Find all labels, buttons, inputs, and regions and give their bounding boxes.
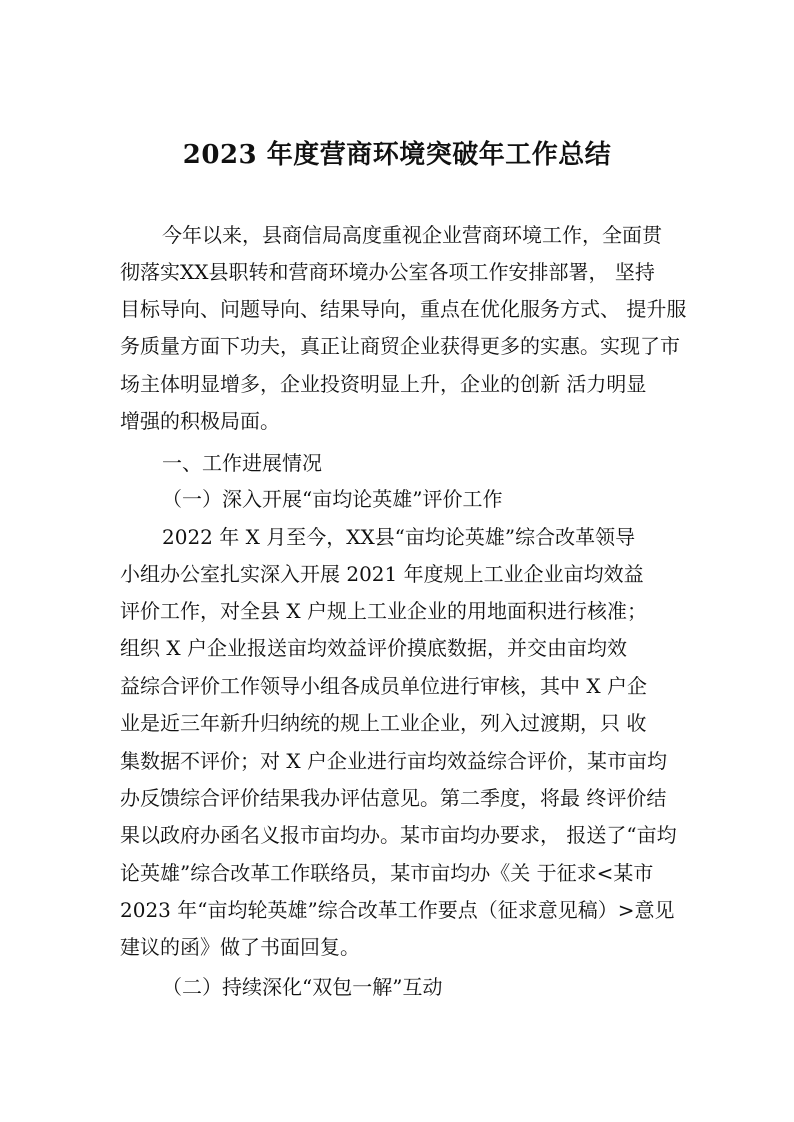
paragraph-line-6: 增强的积极局面。 xyxy=(120,409,280,433)
paragraph-line-17: 2023 年“亩均轮英雄”综合改革工作要点（征求意见稿）>意见 xyxy=(120,898,675,922)
paragraph-line-11: 益综合评价工作领导小组各成员单位进行审核，其中 X 户企 xyxy=(120,674,647,698)
document-title: 2023 年度营商环境突破年工作总结 xyxy=(182,140,612,170)
paragraph-line-7: 2022 年 X 月至今，XX县“亩均论英雄”综合改革领导 xyxy=(162,525,636,549)
paragraph-line-13: 集数据不评价；对 X 户企业进行亩均效益综合评价，某市亩均 xyxy=(120,749,667,773)
paragraph-line-15: 果以政府办函名义报市亩均办。某市亩均办要求， 报送了“亩均 xyxy=(120,823,677,847)
paragraph-line-16: 论英雄”综合改革工作联络员，某市亩均办《关 于征求<某市 xyxy=(120,861,654,885)
subsection-heading-2: （二）持续深化“双包一解”互动 xyxy=(162,975,443,999)
paragraph-line-1: 今年以来，县商信局高度重视企业营商环境工作，全面贯 xyxy=(162,223,662,247)
paragraph-line-12: 业是近三年新升归纳统的规上工业企业，列入过渡期，只 收 xyxy=(120,711,647,735)
paragraph-line-18: 建议的函》做了书面回复。 xyxy=(120,935,360,959)
paragraph-line-4: 务质量方面下功夫，真正让商贸企业获得更多的实惠。实现了市 xyxy=(120,334,680,358)
paragraph-line-3: 目标导向、问题导向、结果导向，重点在优化服务方式、 提升服 xyxy=(120,297,687,321)
paragraph-line-14: 办反馈综合评价结果我办评估意见。第二季度，将最 终评价结 xyxy=(120,786,667,810)
paragraph-line-10: 组织 X 户企业报送亩均效益评价摸底数据，并交由亩均效 xyxy=(120,636,627,660)
paragraph-line-8: 小组办公室扎实深入开展 2021 年度规上工业企业亩均效益 xyxy=(120,562,644,586)
paragraph-line-9: 评价工作，对全县 X 户规上工业企业的用地面积进行核准； xyxy=(120,599,647,623)
section-heading-1: 一、工作进展情况 xyxy=(162,451,322,475)
paragraph-line-5: 场主体明显增多，企业投资明显上升，企业的创新 活力明显 xyxy=(120,372,647,396)
subsection-heading-1: （一）深入开展“亩均论英雄”评价工作 xyxy=(162,487,503,511)
paragraph-line-2: 彻落实XX县职转和营商环境办公室各项工作安排部署， 坚持 xyxy=(120,260,655,284)
